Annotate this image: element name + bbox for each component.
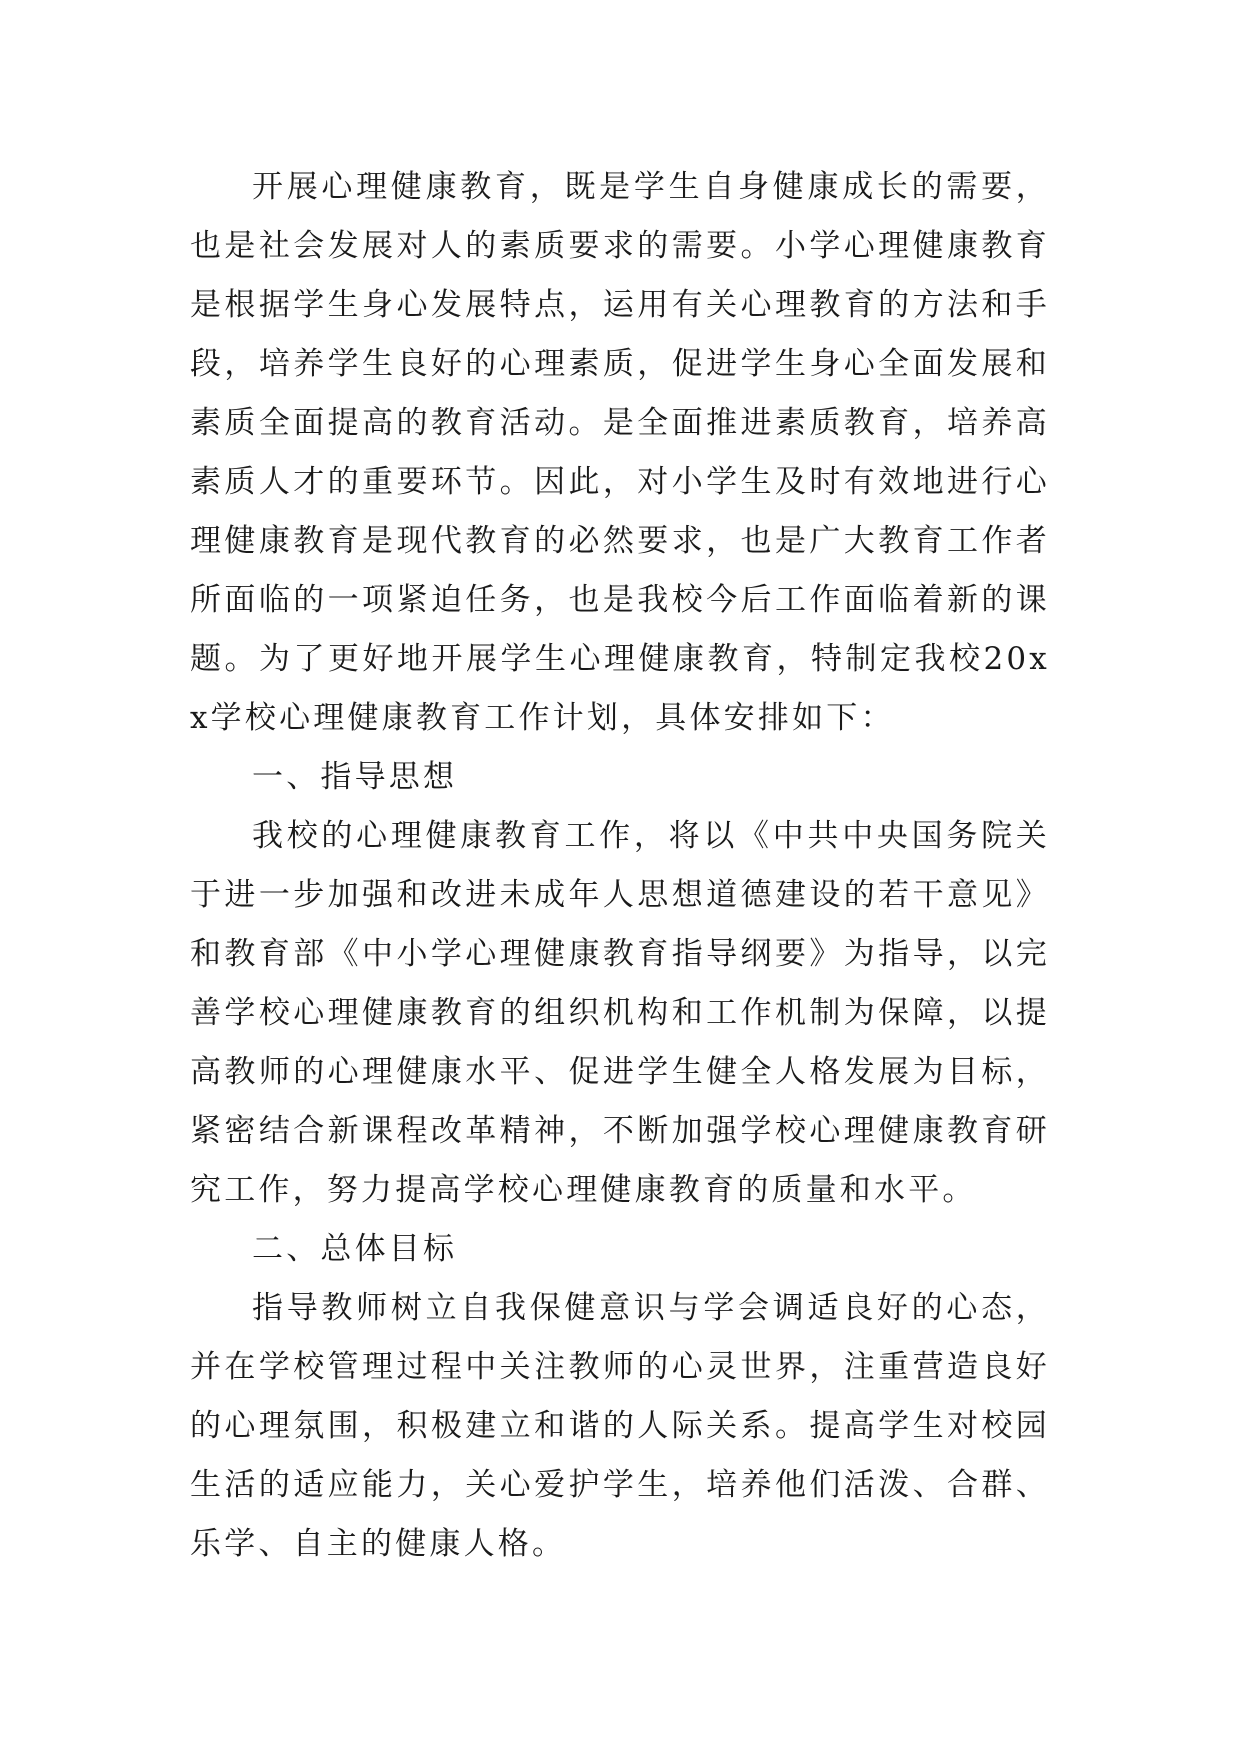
guiding-ideology-paragraph: 我校的心理健康教育工作，将以《中共中央国务院关于进一步加强和改进未成年人思想道德建设的若干意见》和教育部《中小学心理健康教育指导纲要》为指导，以完善学校心理健康教育的组织机构和工作机制为保障，以提高教师的心理健康水平、促进学生健全人格发展为目标，紧密结合新课程改革精神，不断加强学校心理健康教育研究工作，努力提高学校心理健康教育的质量和水平。: [190, 818, 1050, 1208]
overall-goals-paragraph: 指导教师树立自我保健意识与学会调适良好的心态，并在学校管理过程中关注教师的心灵世界，注重营造良好的心理氛围，积极建立和谐的人际关系。提高学生对校园生活的适应能力，关心爱护学生，培养他们活泼、合群、乐学、自主的健康人格。: [190, 1290, 1050, 1562]
section-heading-guiding-ideology: 一、指导思想: [252, 759, 458, 795]
intro-paragraph: 开展心理健康教育，既是学生自身健康成长的需要，也是社会发展对人的素质要求的需要。小学心理健康教育是根据学生身心发展特点，运用有关心理教育的方法和手段，培养学生良好的心理素质，促进学生身心全面发展和素质全面提高的教育活动。是全面推进素质教育，培养高素质人才的重要环节。因此，对小学生及时有效地进行心理健康教育是现代教育的必然要求，也是广大教育工作者所面临的一项紧迫任务，也是我校今后工作面临着新的课题。为了更好地开展学生心理健康教育，特制定我校20xx学校心理健康教育工作计划，具体安排如下：: [190, 169, 1050, 736]
document-body: [190, 158, 1050, 1574]
section-heading-overall-goals: 二、总体目标: [252, 1231, 458, 1267]
